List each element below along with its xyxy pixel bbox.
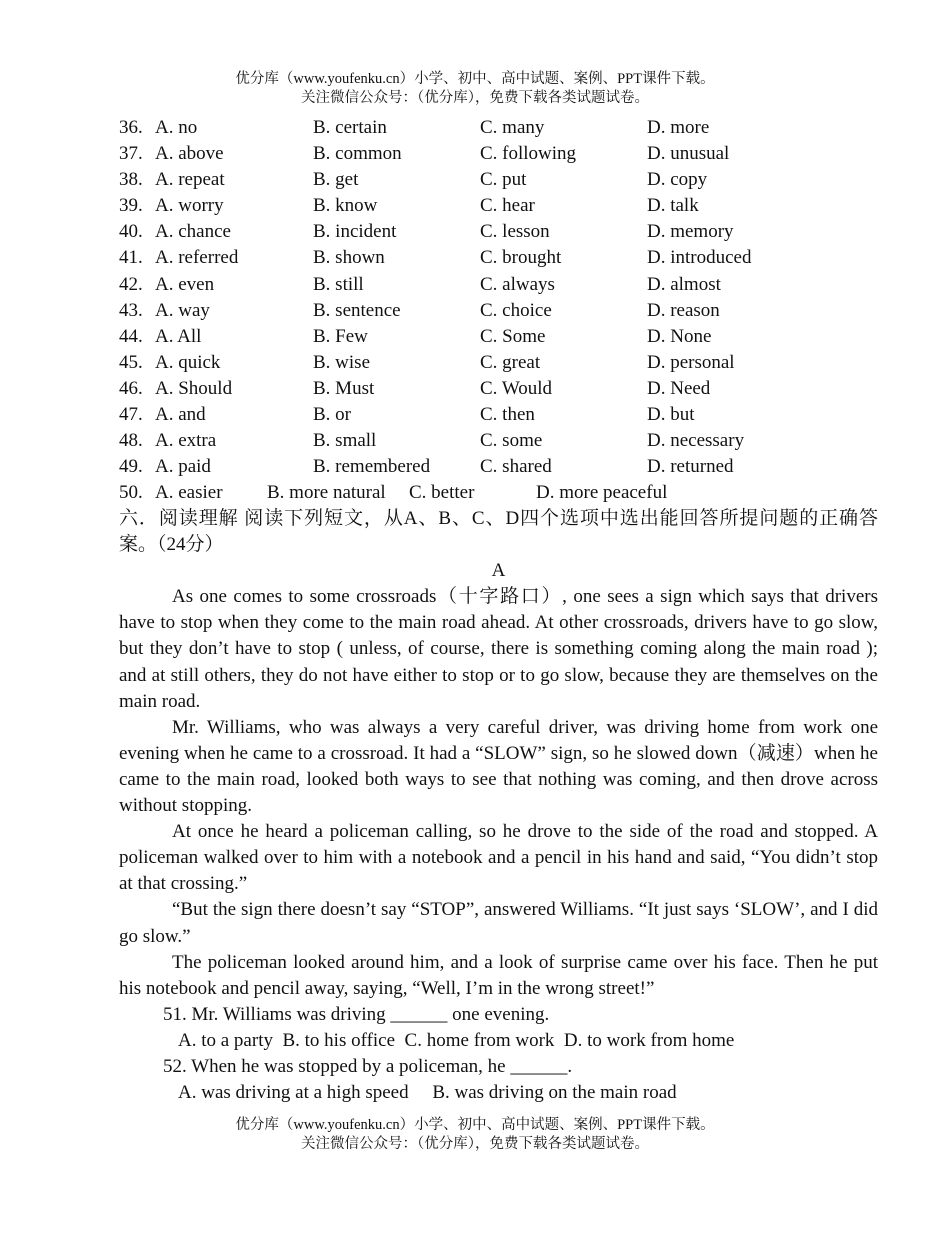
option-a: A. quick (155, 351, 221, 373)
option-b: B. know (313, 195, 378, 217)
question-number: 39. (119, 195, 143, 217)
option-d: D. returned (647, 456, 734, 478)
option-row (119, 141, 879, 167)
option-b: B. common (313, 143, 402, 165)
question-number: 41. (119, 247, 143, 269)
passage-paragraph: The policeman looked around him, and a look of surprise came over his face. Then he put his notebook and pencil away, saying, “Well, I’m in the wrong street!” (119, 951, 878, 999)
option-c: C. then (480, 404, 535, 426)
question-number: 36. (119, 117, 143, 138)
option-a: A. easier (155, 482, 223, 504)
header-line-2: 关注微信公众号：（优分库），免费下载各类试题试卷。 (301, 90, 649, 106)
option-a: A. way (155, 299, 210, 321)
option-c: C. many (480, 117, 545, 138)
option-a: A. extra (155, 430, 217, 452)
option-d: D. more (647, 117, 710, 138)
option-b: B. shown (313, 247, 385, 269)
option-d: D. Need (647, 377, 711, 399)
option-d: D. but (647, 404, 695, 426)
option-d: D. introduced (647, 247, 752, 269)
option-d: D. memory (647, 221, 734, 243)
option-a: A. repeat (155, 169, 225, 191)
option-b: B. incident (313, 221, 397, 243)
question-number: 50. (119, 482, 143, 504)
option-row (119, 245, 879, 271)
option-b: B. wise (313, 351, 370, 373)
option-a: A. All (155, 325, 202, 347)
option-d: D. talk (647, 195, 699, 217)
passage-paragraph: At once he heard a policeman calling, so he drove to the side of the road and stopped. A policeman walked over to him with a notebook and a pencil in his hand and said, “You didn’t stop at that crossing.” (119, 821, 878, 895)
question-number: 44. (119, 325, 143, 347)
passage-paragraph: As one comes to some crossroads（十字路口）, one sees a sign which says that drivers have to stop when they come to the main road ahead. At other crossroads, drivers have to go slow, but they don’t have to stop ( unless, of course, there is something coming along the main road ); and at still others, they do not have either to stop or to go slow, because they are themselves on the main road. (119, 586, 878, 712)
question-options: A. to a party B. to his office C. home from work D. to work from home (178, 1029, 735, 1051)
option-row (119, 193, 879, 219)
option-c: C. brought (480, 247, 562, 269)
question-stem: 51. Mr. Williams was driving ______ one evening. (163, 1003, 550, 1025)
option-c: C. better (409, 482, 475, 504)
option-row (119, 402, 879, 428)
question-stem: 52. When he was stopped by a policeman, he ______. (163, 1055, 573, 1077)
option-c: C. some (480, 430, 543, 452)
option-d: D. copy (647, 169, 708, 191)
cloze-options (119, 115, 879, 506)
option-c: C. lesson (480, 221, 550, 243)
option-b: B. Must (313, 377, 375, 399)
option-row (119, 167, 879, 193)
footer-line-1: 优分库（www.youfenku.cn）小学、初中、高中试题、案例、PPT课件下载。 (235, 1117, 715, 1133)
option-a: A. Should (155, 377, 233, 399)
section-heading: 六．阅读理解 阅读下列短文，从A、B、C、D四个选项中选出能回答所提问题的正确答案。（24分） (119, 508, 878, 556)
option-row (119, 480, 879, 506)
option-row (119, 428, 879, 454)
question-number: 37. (119, 143, 143, 165)
option-c: C. always (480, 273, 555, 295)
option-c: C. choice (480, 299, 552, 321)
option-b: B. Few (313, 325, 368, 347)
option-c: C. following (480, 143, 577, 165)
option-a: A. chance (155, 221, 231, 243)
passage-paragraph: “But the sign there doesn’t say “STOP”, answered Williams. “It just says ‘SLOW’, and I did go slow.” (119, 899, 878, 947)
option-b: B. get (313, 169, 359, 191)
header-line-1: 优分库（www.youfenku.cn）小学、初中、高中试题、案例、PPT课件下载。 (235, 71, 715, 87)
page-header (0, 70, 950, 108)
option-d: D. necessary (647, 430, 745, 452)
question-number: 42. (119, 273, 143, 295)
option-row (119, 454, 879, 480)
option-b: B. more natural (267, 482, 386, 504)
option-d: D. reason (647, 299, 720, 321)
page-footer (0, 1116, 950, 1154)
option-d: D. None (647, 325, 712, 347)
option-d: D. more peaceful (536, 482, 668, 504)
option-d: D. unusual (647, 143, 730, 165)
question-number: 40. (119, 221, 143, 243)
option-row (119, 298, 879, 324)
option-b: B. remembered (313, 456, 431, 478)
option-d: D. personal (647, 351, 735, 373)
question-number: 49. (119, 456, 143, 478)
option-c: C. put (480, 169, 527, 191)
question-options: A. was driving at a high speed B. was driving on the main road (178, 1082, 677, 1104)
question-number: 48. (119, 430, 143, 452)
option-b: B. small (313, 430, 377, 452)
question-number: 43. (119, 299, 143, 321)
option-a: A. worry (155, 195, 224, 217)
question-number: 46. (119, 377, 143, 399)
option-b: B. sentence (313, 299, 401, 321)
option-c: C. hear (480, 195, 535, 217)
option-d: D. almost (647, 273, 721, 295)
option-b: B. or (313, 404, 351, 426)
option-a: A. and (155, 404, 206, 426)
option-c: C. Some (480, 325, 546, 347)
option-row (119, 219, 879, 245)
footer-line-2: 关注微信公众号：（优分库），免费下载各类试题试卷。 (301, 1136, 649, 1152)
option-b: B. certain (313, 117, 387, 138)
option-row (119, 324, 879, 350)
option-c: C. Would (480, 377, 553, 399)
option-a: A. above (155, 143, 224, 165)
option-a: A. even (155, 273, 215, 295)
option-c: C. shared (480, 456, 552, 478)
option-row (119, 272, 879, 298)
reading-section (119, 506, 878, 1106)
question-number: 45. (119, 351, 143, 373)
question-number: 47. (119, 404, 143, 426)
option-row (119, 115, 879, 141)
passage-paragraph: Mr. Williams, who was always a very careful driver, was driving home from work one evening when he came to a crossroad. It had a “SLOW” sign, so he slowed down（减速）when he came to the main road, looked both ways to see that nothing was coming, and then drove across without stopping. (119, 716, 878, 817)
option-c: C. great (480, 351, 541, 373)
option-row (119, 350, 879, 376)
passage-title: A (491, 560, 506, 582)
option-a: A. paid (155, 456, 211, 478)
option-a: A. referred (155, 247, 239, 269)
option-a: A. no (155, 117, 198, 138)
option-b: B. still (313, 273, 364, 295)
question-number: 38. (119, 169, 143, 191)
option-row (119, 376, 879, 402)
